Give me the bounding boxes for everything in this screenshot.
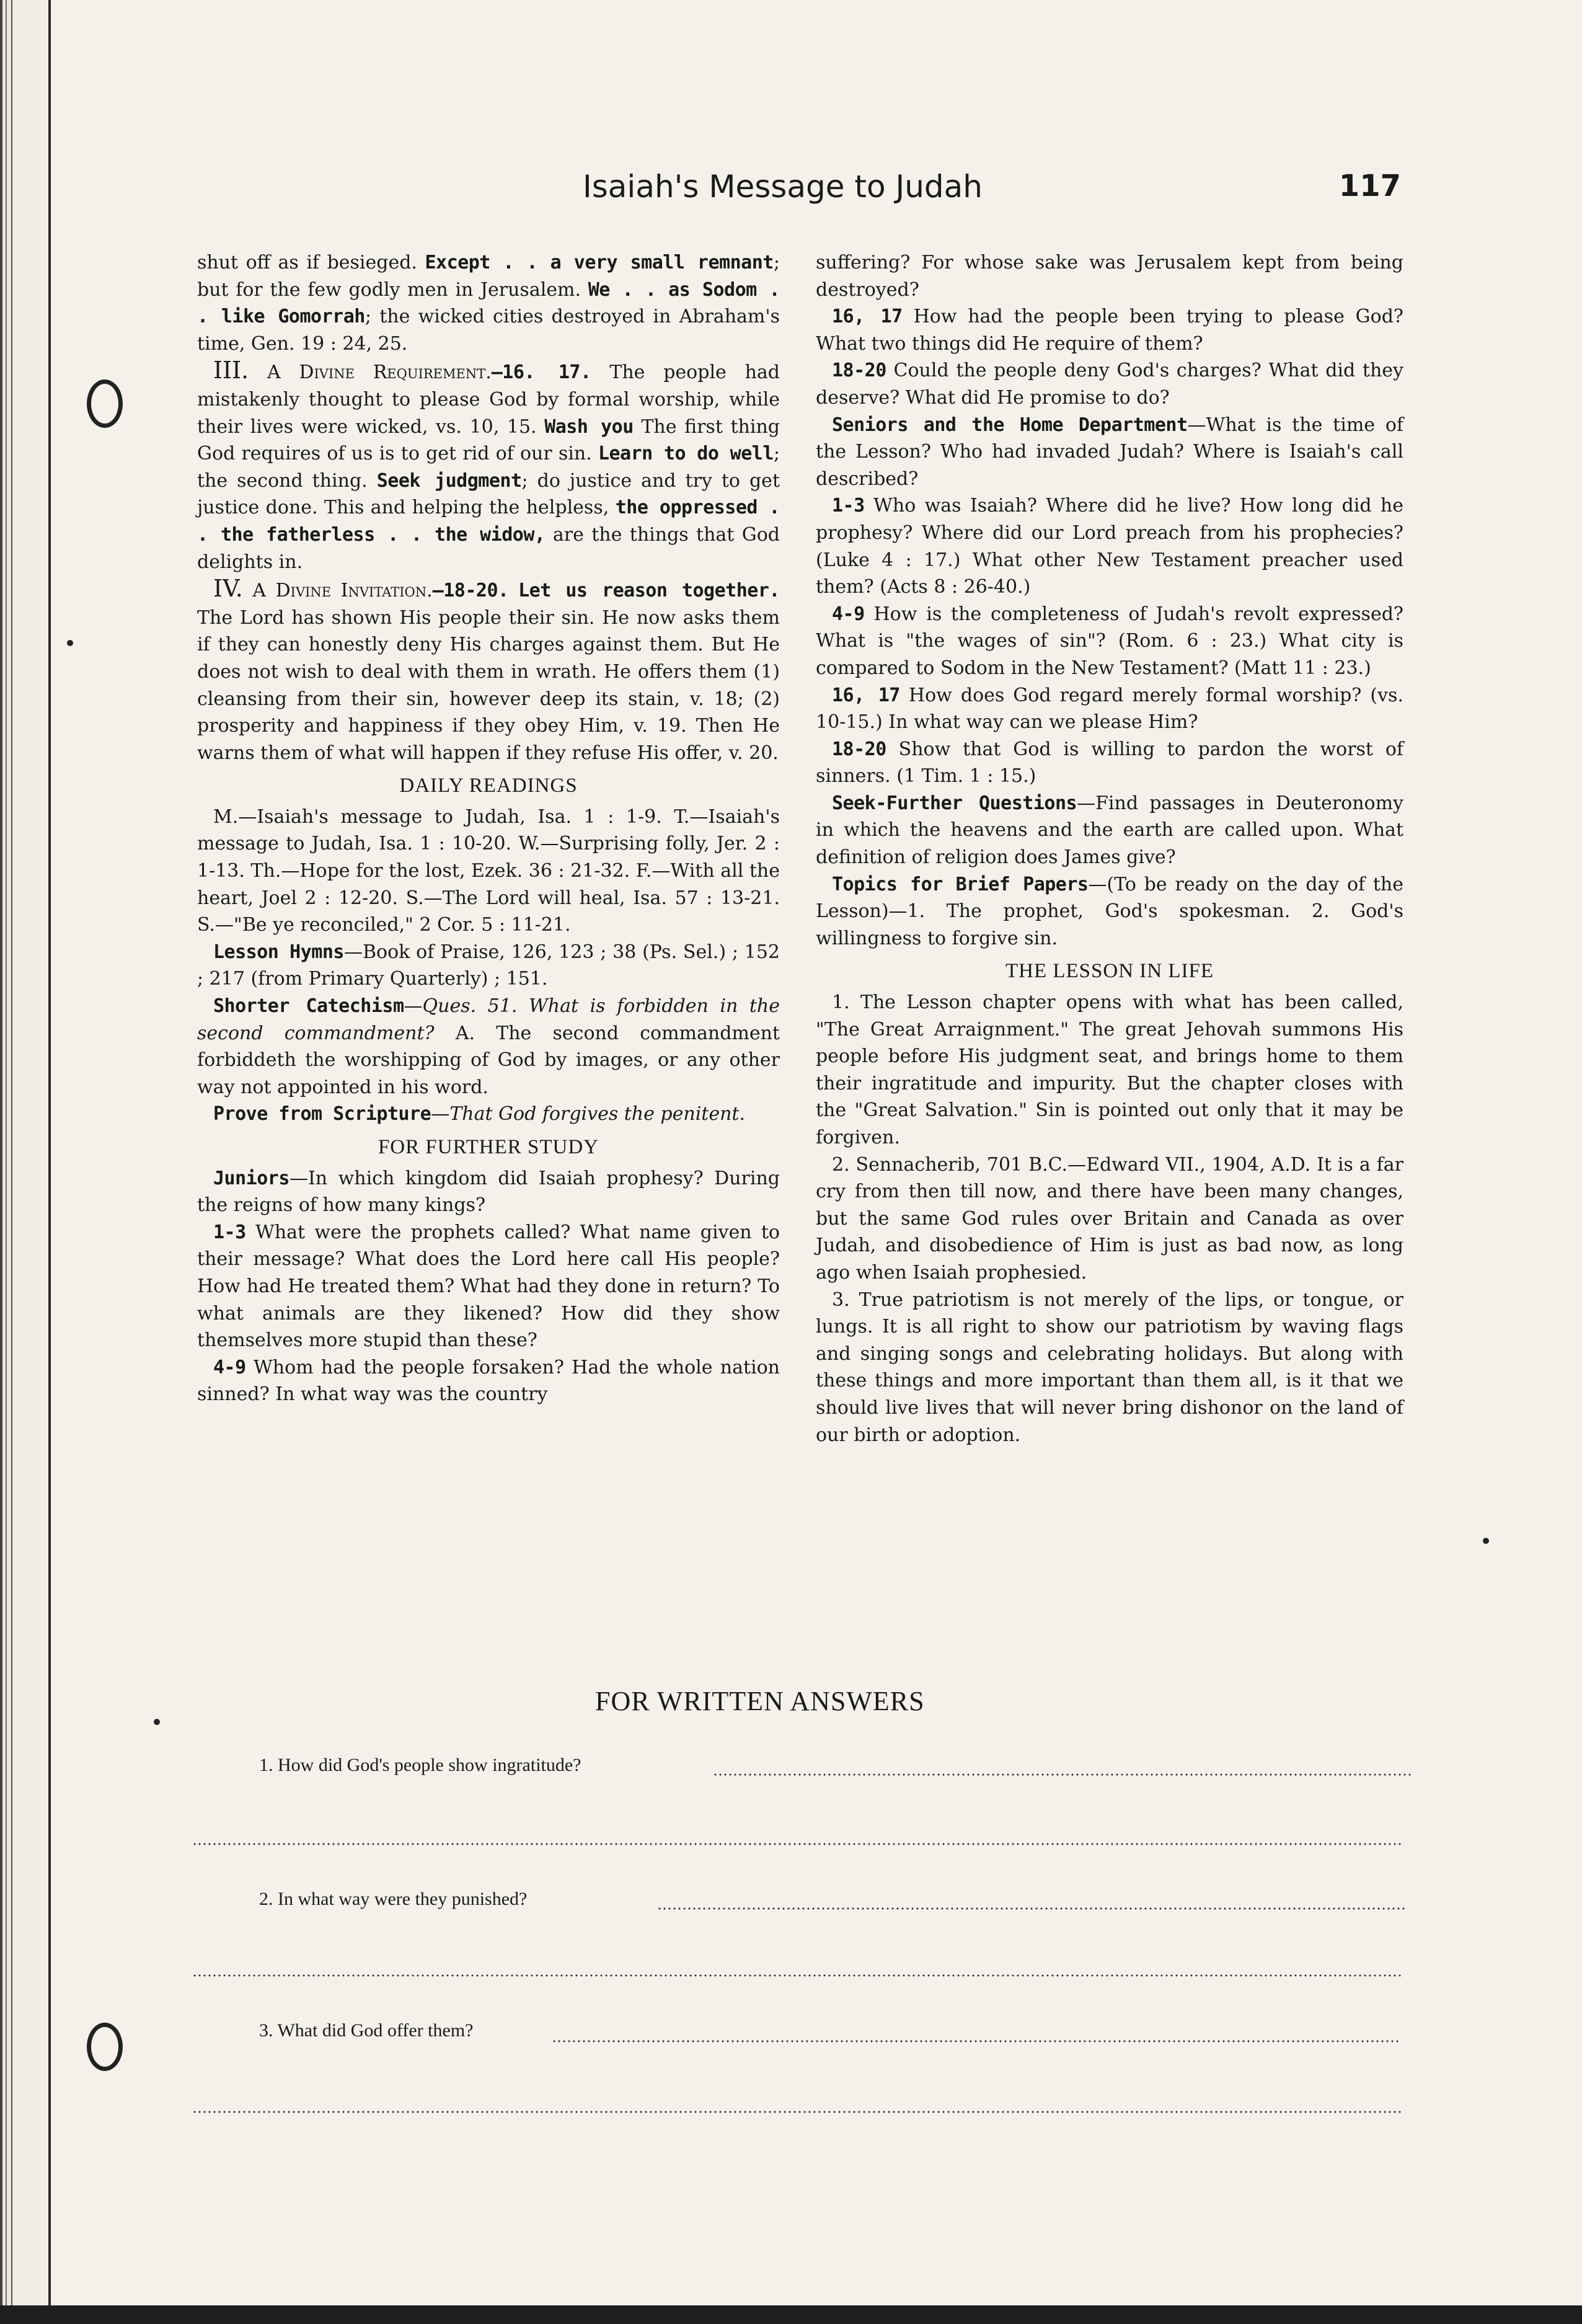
paragraph: shut off as if besieged. Except . . a very small remnant; but for the few godly men in Jerusalem. We . . as Sodom . . like Gomorrah; the wicked cities destroyed in Abraham's time, Gen. 19 : 24, 25. bbox=[197, 252, 780, 355]
lesson-in-life-1: 1. The Lesson chapter opens with what has been called, "The Great Arraignment." The great Jehovah summons His people before His judgment seat, and brings home to them their ingratitude and impurity. But the chapter closes with the "Great Salvation." Sin is pointed out only that it may be forgiven. bbox=[816, 991, 1403, 1148]
lesson-hymns: Lesson Hymns—Book of Praise, 126, 123 ; 38 (Ps. Sel.) ; 152 ; 217 (from Primary Quarterly) ; 151. bbox=[197, 941, 780, 990]
lesson-in-life-3: 3. True patriotism is not merely of the lips, or tongue, or lungs. It is all right to show our patriotism by waving flags and singing songs and celebrating holidays. But along with these things and more important than them all, is it that we should live lives that will never bring dishonor on the land of our birth or adoption. bbox=[816, 1288, 1403, 1446]
juniors-16-17: 16, 17 How had the people been trying to please God? What two things did He require of them? bbox=[816, 306, 1404, 355]
section-three: III. A Divine Requirement.—16. 17. The people had mistakenly thought to please God by formal worship, while their lives were wicked, vs. 10, 15. Wash you The first thing God requires of us is to get rid of our sin. Learn to do well; the second thing. Seek judgment; do justice and try to get justice done. This and helping the helpless, the oppressed . . the fatherless . . the widow, are the things that God delights in. bbox=[197, 357, 780, 573]
further-study-heading: FOR FURTHER STUDY bbox=[378, 1136, 599, 1158]
right-column bbox=[816, 249, 1403, 1448]
juniors-1-3: 1-3 What were the prophets called? What name given to their message? What does the Lord here call His people? How had He treated them? What had they done in return? To what animals are they likened? How did they show themselves more stupid than these? bbox=[197, 1221, 780, 1352]
written-answers-heading: FOR WRITTEN ANSWERS bbox=[595, 1686, 925, 1716]
juniors-4-9: 4-9 Whom had the people forsaken? Had the whole nation sinned? In what way was the country bbox=[197, 1356, 780, 1406]
question-1: 1. How did God's people show ingratitude? bbox=[259, 1755, 581, 1775]
page-title: Isaiah's Message to Judah bbox=[583, 169, 983, 205]
juniors: Juniors—In which kingdom did Isaiah prophesy? During the reigns of how many kings? bbox=[197, 1167, 780, 1217]
page-header bbox=[198, 169, 1401, 224]
answer-line-1[interactable] bbox=[713, 1773, 1413, 1776]
stray-mark bbox=[67, 640, 73, 646]
shorter-catechism: Shorter Catechism—Ques. 51. What is forbidden in the second commandment? A. The second commandment forbiddeth the worshipping of God by images, or any other way not appointed in his word. bbox=[197, 995, 780, 1098]
answer-line-1b[interactable] bbox=[192, 1843, 1401, 1845]
section-four: IV. A Divine Invitation.—18-20. Let us reason together. The Lord has shown His people their sin. He now asks them if they can honestly deny His charges against them. But He does not wish to deal with them in wrath. He offers them (1) cleansing from their sin, however deep its stain, v. 18; (2) prosperity and happiness if they obey Him, v. 19. Then He warns them of what will happen if they refuse His offer, v. 20. bbox=[197, 575, 780, 764]
punch-hole bbox=[87, 2023, 123, 2071]
answer-line-3[interactable] bbox=[552, 2040, 1401, 2042]
page-bottom-edge bbox=[0, 2305, 1582, 2324]
seniors-16-17: 16, 17 How does God regard merely formal worship? (vs. 10-15.) In what way can we please Him? bbox=[816, 684, 1403, 734]
answer-line-2b[interactable] bbox=[192, 1974, 1401, 1977]
question-2: 2. In what way were they punished? bbox=[259, 1889, 528, 1909]
page-number: 117 bbox=[1338, 169, 1401, 203]
book-binding bbox=[0, 0, 50, 2324]
answer-line-3b[interactable] bbox=[192, 2111, 1401, 2113]
question-3: 3. What did God offer them? bbox=[259, 2020, 474, 2041]
seniors-1-3: 1-3 Who was Isaiah? Where did he live? How long did he prophesy? Where did our Lord preach from his prophecies? (Luke 4 : 17.) What other New Testament preacher used them? (Acts 8 : 26-40.) bbox=[816, 495, 1403, 598]
juniors-18-20: 18-20 Could the people deny God's charges? What did they deserve? What did He promise to do? bbox=[816, 360, 1403, 409]
punch-hole bbox=[87, 379, 123, 428]
seek-further-questions: Seek-Further Questions—Find passages in Deuteronomy in which the heavens and the earth are called upon. What definition of religion does James give? bbox=[816, 792, 1403, 869]
binding-edge bbox=[48, 0, 51, 2324]
seniors: Seniors and the Home Department—What is the time of the Lesson? Who had invaded Judah? Where is Isaiah's call described? bbox=[816, 414, 1403, 490]
left-column bbox=[197, 249, 780, 1408]
stray-mark bbox=[154, 1719, 160, 1725]
answer-line-2[interactable] bbox=[657, 1907, 1407, 1910]
seniors-4-9: 4-9 How is the completeness of Judah's revolt expressed? What is "the wages of sin"? (Rom. 6 : 23.) What city is compared to Sodom in the New Testament? (Matt 11 : 23.) bbox=[816, 603, 1403, 679]
topics-for-brief-papers: Topics for Brief Papers—(To be ready on the day of the Lesson)—1. The prophet, God's spokesman. 2. God's willingness to forgive sin. bbox=[816, 873, 1403, 949]
seniors-18-20: 18-20 Show that God is willing to pardon the worst of sinners. (1 Tim. 1 : 15.) bbox=[816, 738, 1403, 787]
lesson-in-life-heading: THE LESSON IN LIFE bbox=[1005, 960, 1214, 983]
lesson-in-life-2: 2. Sennacherib, 701 B.C.—Edward VII., 1904, A.D. It is a far cry from then till now, and there have been many changes, but the same God rules over Britain and Canada as over Judah, and disobedience of Him is just as bad now, as long ago when Isaiah prophesied. bbox=[816, 1153, 1403, 1284]
prove-from-scripture: Prove from Scripture—That God forgives the penitent. bbox=[213, 1103, 746, 1125]
paragraph: suffering? For whose sake was Jerusalem kept from being destroyed? bbox=[816, 252, 1403, 301]
stray-mark bbox=[1483, 1538, 1489, 1544]
daily-readings: M.—Isaiah's message to Judah, Isa. 1 : 1-9. T.—Isaiah's message to Judah, Isa. 1 : 10-20. W.—Surprising folly, Jer. 2 : 1-13. Th.—Hope for the lost, Ezek. 36 : 21-32. F.—With all the heart, Joel 2 : 12-20. S.—The Lord will heal, Isa. 57 : 13-21. S.—"Be ye reconciled," 2 Cor. 5 : 11-21. bbox=[197, 805, 780, 936]
daily-readings-heading: DAILY READINGS bbox=[399, 774, 578, 797]
